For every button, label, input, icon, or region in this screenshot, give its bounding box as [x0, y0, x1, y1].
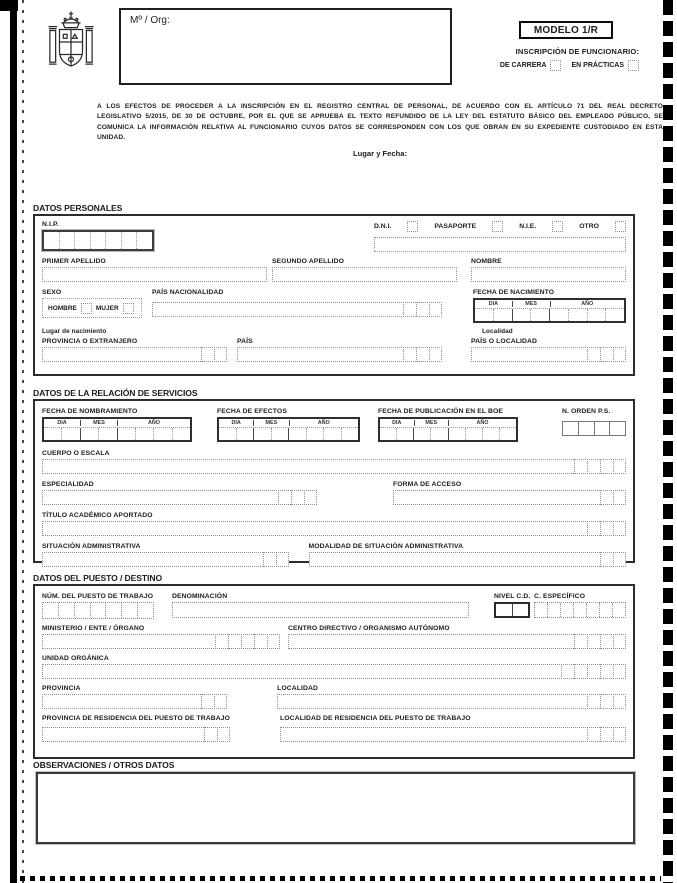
scan-edge-bottom [10, 876, 661, 881]
code-cell[interactable] [613, 634, 626, 649]
primer-apellido-input[interactable] [42, 267, 267, 282]
code-cell[interactable] [228, 634, 241, 649]
nip-grid[interactable] [42, 230, 154, 251]
code-cell[interactable] [241, 634, 254, 649]
digit-cell[interactable] [60, 232, 76, 249]
code-cell[interactable] [587, 694, 600, 709]
code-cell[interactable] [304, 490, 317, 505]
code-cell[interactable] [587, 347, 600, 362]
date-cells[interactable] [475, 309, 624, 321]
fecha-nombramiento-field [42, 408, 192, 442]
code-cell[interactable] [561, 664, 574, 679]
digit-cell[interactable] [307, 428, 325, 440]
code-cell[interactable] [403, 347, 416, 362]
datos-personales-section [33, 214, 635, 376]
ministry-org-label: Mº / Org: [130, 15, 170, 26]
digit-cell[interactable] [579, 422, 595, 435]
code-cell[interactable] [217, 727, 230, 742]
provincia-input[interactable] [42, 694, 227, 709]
scan-dots-left [22, 0, 24, 883]
forma-acceso-field [393, 481, 626, 505]
pais-localidad-field [471, 338, 626, 362]
section-title-datos-personales: DATOS PERSONALES [33, 203, 123, 213]
code-cell[interactable] [600, 552, 613, 567]
date-cells[interactable] [44, 428, 190, 440]
num-puesto-label: NÚM. DEL PUESTO DE TRABAJO [42, 593, 154, 600]
provincia-label: PROVINCIA [42, 685, 81, 692]
date-header-row [44, 419, 190, 428]
code-cell[interactable] [587, 664, 600, 679]
code-cell[interactable] [600, 727, 613, 742]
dia-header: DIA [475, 301, 513, 307]
code-cell[interactable] [587, 727, 600, 742]
code-cell[interactable] [613, 727, 626, 742]
date-header-row [380, 419, 516, 428]
segundo-apellido-input[interactable] [272, 267, 457, 282]
digit-cell[interactable] [324, 428, 342, 440]
digit-cell[interactable] [136, 428, 154, 440]
digit-cell[interactable] [342, 428, 359, 440]
fecha-nacimiento-grid[interactable] [473, 298, 626, 323]
digit-cell[interactable] [289, 428, 307, 440]
pais-input[interactable] [237, 347, 442, 362]
denominacion-input[interactable] [172, 602, 469, 618]
section-title-puesto-destino: DATOS DEL PUESTO / DESTINO [33, 573, 163, 583]
code-cell[interactable] [600, 664, 613, 679]
code-cell[interactable] [214, 694, 227, 709]
modalidad-situacion-field [309, 543, 627, 567]
centro-directivo-label: CENTRO DIRECTIVO / ORGANISMO AUTÓNOMO [288, 625, 450, 632]
code-cell[interactable] [600, 694, 613, 709]
nivel-cd-grid[interactable] [494, 602, 530, 618]
digit-cell[interactable] [449, 428, 466, 440]
fecha-efectos-label: FECHA DE EFECTOS [217, 408, 287, 415]
n-orden-grid[interactable] [562, 421, 626, 436]
place-date-label: Lugar y Fecha: [352, 149, 407, 158]
otro-label: OTRO [579, 223, 599, 230]
digit-cell[interactable] [173, 428, 190, 440]
digit-cell[interactable] [75, 232, 91, 249]
otro-checkbox[interactable] [615, 221, 626, 232]
date-cells[interactable] [380, 428, 516, 440]
digit-cell[interactable] [569, 309, 588, 321]
digit-cell[interactable] [587, 603, 600, 617]
digit-cell[interactable] [414, 428, 431, 440]
primer-apellido-field [42, 258, 267, 282]
provincia-extranjero-field [42, 338, 227, 362]
form-header [33, 8, 639, 85]
dia-header: DIA [219, 420, 254, 426]
denominacion-label: DENOMINACIÓN [172, 593, 228, 600]
code-cell[interactable] [278, 490, 291, 505]
digit-cell[interactable] [137, 232, 152, 249]
localidad-input[interactable] [277, 694, 626, 709]
ministry-org-box[interactable] [119, 8, 452, 85]
fecha-nombramiento-label: FECHA DE NOMBRAMIENTO [42, 408, 138, 415]
digit-cell[interactable] [59, 603, 75, 618]
digit-cell[interactable] [494, 309, 513, 321]
code-cell[interactable] [600, 459, 613, 474]
ano-header: AÑO [317, 420, 330, 426]
situacion-administrativa-field [42, 543, 289, 567]
dni-label: D.N.I. [374, 223, 392, 230]
n-orden-field [562, 408, 626, 436]
digit-cell[interactable] [563, 422, 579, 435]
especialidad-field [42, 481, 317, 505]
code-cell[interactable] [613, 459, 626, 474]
pasaporte-checkbox[interactable] [492, 221, 503, 232]
fecha-efectos-grid[interactable] [217, 417, 360, 442]
code-cell[interactable] [587, 634, 600, 649]
digit-cell[interactable] [483, 428, 500, 440]
digit-cell[interactable] [513, 604, 529, 616]
c-especifico-grid[interactable] [534, 602, 626, 618]
digit-cell[interactable] [154, 428, 172, 440]
hombre-checkbox[interactable] [81, 303, 92, 314]
pais-localidad-input[interactable] [471, 347, 626, 362]
mes-header: MES [415, 420, 450, 426]
digit-cell[interactable] [531, 309, 550, 321]
provincia-extranjero-input[interactable] [42, 347, 227, 362]
model-badge: MODELO 1/R [519, 21, 613, 39]
mes-header: MES [81, 420, 118, 426]
digit-cell[interactable] [595, 422, 611, 435]
digit-cell[interactable] [75, 603, 91, 618]
doc-number-input[interactable] [374, 237, 626, 252]
titulo-academico-field [42, 512, 626, 536]
centro-directivo-input[interactable] [288, 634, 626, 649]
code-cell[interactable] [574, 664, 587, 679]
provincia-residencia-label: PROVINCIA DE RESIDENCIA DEL PUESTO DE TRABAJO [42, 715, 231, 722]
centro-directivo-field [288, 625, 626, 649]
code-cell[interactable] [613, 490, 626, 505]
code-cell[interactable] [613, 552, 626, 567]
sexo-label: SEXO [42, 289, 62, 296]
observaciones-box[interactable] [36, 772, 635, 844]
pais-nacionalidad-field [152, 289, 442, 317]
n-orden-label: N. ORDEN P.S. [562, 408, 611, 415]
ministerio-field [42, 625, 280, 649]
code-cell[interactable] [416, 302, 429, 317]
code-cell[interactable] [600, 634, 613, 649]
digit-cell[interactable] [44, 232, 60, 249]
mujer-label: MUJER [95, 304, 119, 312]
provincia-extranjero-label: PROVINCIA O EXTRANJERO [42, 338, 138, 345]
nombre-input[interactable] [471, 267, 626, 282]
cuerpo-escala-field [42, 450, 626, 474]
provincia-field [42, 685, 227, 709]
relacion-servicios-section [33, 399, 635, 563]
nombre-label: NOMBRE [471, 258, 502, 265]
localidad-residencia-field [280, 715, 626, 742]
scan-artifact-top-left [0, 0, 18, 11]
ano-header: AÑO [476, 420, 489, 426]
digit-cell[interactable] [397, 428, 414, 440]
digit-cell[interactable] [466, 428, 483, 440]
num-puesto-grid[interactable] [42, 602, 154, 619]
digit-cell[interactable] [561, 603, 574, 617]
code-cell[interactable] [587, 459, 600, 474]
date-cells[interactable] [219, 428, 358, 440]
digit-cell[interactable] [548, 603, 561, 617]
provincia-residencia-input[interactable] [42, 727, 230, 742]
c-especifico-field [534, 593, 626, 618]
fecha-nacimiento-field [473, 289, 626, 323]
digit-cell[interactable] [138, 603, 153, 618]
ministerio-input[interactable] [42, 634, 280, 649]
code-cell[interactable] [429, 347, 442, 362]
code-cell[interactable] [215, 634, 228, 649]
de-carrera-label: DE CARRERA [499, 62, 547, 69]
digit-cell[interactable] [513, 309, 532, 321]
ano-header: AÑO [581, 301, 594, 307]
digit-cell[interactable] [43, 603, 59, 618]
code-cell[interactable] [263, 552, 276, 567]
digit-cell[interactable] [606, 309, 624, 321]
situacion-administrativa-input[interactable] [42, 552, 289, 567]
localidad-residencia-label: LOCALIDAD DE RESIDENCIA DEL PUESTO DE TRABAJO [280, 715, 471, 722]
fecha-efectos-field [217, 408, 360, 442]
digit-cell[interactable] [122, 232, 138, 249]
localidad-label: LOCALIDAD [277, 685, 319, 692]
forma-acceso-label: FORMA DE ACCESO [393, 481, 462, 488]
dia-header: DIA [380, 420, 415, 426]
date-header-row [475, 300, 624, 309]
code-cell[interactable] [600, 521, 613, 536]
digit-cell[interactable] [219, 428, 237, 440]
mujer-checkbox[interactable] [123, 303, 134, 314]
digit-cell[interactable] [574, 603, 587, 617]
code-cell[interactable] [291, 490, 304, 505]
sexo-field [42, 289, 142, 318]
en-practicas-checkbox[interactable] [628, 60, 639, 71]
pais-nacionalidad-label: PAÍS NACIONALIDAD [152, 289, 224, 296]
code-cell[interactable] [429, 302, 442, 317]
digit-cell[interactable] [44, 428, 62, 440]
code-cell[interactable] [201, 347, 214, 362]
inscription-type-row [500, 60, 639, 71]
localidad-residencia-input[interactable] [280, 727, 626, 742]
fecha-publicacion-field [378, 408, 518, 442]
situacion-administrativa-label: SITUACIÓN ADMINISTRATIVA [42, 543, 141, 550]
denominacion-field [172, 593, 469, 618]
especialidad-input[interactable] [42, 490, 317, 505]
digit-cell[interactable] [91, 603, 107, 618]
digit-cell[interactable] [81, 428, 99, 440]
digit-cell[interactable] [588, 309, 607, 321]
lugar-nacimiento-label: Lugar de nacimiento [42, 328, 107, 335]
code-cell[interactable] [254, 634, 267, 649]
code-cell[interactable] [204, 727, 217, 742]
digit-cell[interactable] [99, 428, 117, 440]
digit-cell[interactable] [106, 232, 122, 249]
digit-cell[interactable] [535, 603, 548, 617]
code-cell[interactable] [613, 694, 626, 709]
pais-localidad-label: PAÍS O LOCALIDAD [471, 338, 538, 345]
code-cell[interactable] [267, 634, 280, 649]
segundo-apellido-field [272, 258, 457, 282]
ano-header: AÑO [148, 420, 160, 426]
cuerpo-escala-label: CUERPO O ESCALA [42, 450, 110, 457]
fecha-nacimiento-label: FECHA DE NACIMIENTO [473, 289, 555, 296]
pais-field [237, 338, 442, 362]
fecha-nombramiento-grid[interactable] [42, 417, 192, 442]
nie-label: N.I.E. [519, 223, 537, 230]
cuerpo-escala-input[interactable] [42, 459, 626, 474]
code-cell[interactable] [587, 521, 600, 536]
code-cell[interactable] [613, 347, 626, 362]
digit-cell[interactable] [613, 603, 625, 617]
scan-edge-left [10, 11, 17, 883]
intro-paragraph: A LOS EFECTOS DE PROCEDER A LA INSCRIPCIÓN EN EL REGISTRO CENTRAL DE PERSONAL, DE ACUERDO CON EL ARTÍCULO 71 DEL REAL DECRETO LEGISLATIVO 5/2015, DE 30 DE OCTUBRE, POR EL QUE SE APRUEBA EL TEXTO REFUNDIDO DE LA LEY DEL ESTATUTO BÁSICO DEL EMPLEADO PÚBLICO, SE COMUNICA LA INFORMACIÓN RELATIVA AL FUNCIONARIO CUYOS DATOS SE CORRESPONDEN CON LOS QUE OBRAN EN SU EXPEDIENTE CUSTODIADO EN ESTA UNIDAD. [97, 103, 663, 142]
digit-cell[interactable] [600, 603, 613, 617]
code-cell[interactable] [416, 347, 429, 362]
digit-cell[interactable] [62, 428, 80, 440]
pais-label: PAÍS [237, 338, 253, 345]
code-cell[interactable] [403, 302, 416, 317]
digit-cell[interactable] [118, 428, 136, 440]
digit-cell[interactable] [106, 603, 122, 618]
doc-type-row [374, 221, 626, 232]
digit-cell[interactable] [431, 428, 448, 440]
pasaporte-label: PASAPORTE [434, 223, 477, 230]
hombre-label: HOMBRE [48, 304, 77, 312]
fecha-publicacion-grid[interactable] [378, 417, 518, 442]
localidad-hint-label: Localidad [482, 328, 513, 335]
localidad-field [277, 685, 626, 709]
digit-cell[interactable] [550, 309, 569, 321]
nivel-cd-field [494, 593, 534, 618]
digit-cell[interactable] [475, 309, 494, 321]
provincia-residencia-field [42, 715, 230, 742]
dia-header: DIA [44, 420, 81, 426]
code-cell[interactable] [600, 490, 613, 505]
mes-header: MES [254, 420, 289, 426]
inscription-title: INSCRIPCIÓN DE FUNCIONARIO: [515, 47, 639, 56]
sexo-box [42, 298, 142, 318]
code-cell[interactable] [276, 552, 289, 567]
primer-apellido-label: PRIMER APELLIDO [42, 258, 106, 265]
mes-header: MES [513, 301, 551, 307]
de-carrera-checkbox[interactable] [550, 60, 561, 71]
nip-label: N.I.P. [42, 221, 59, 228]
titulo-academico-label: TÍTULO ACADÉMICO APORTADO [42, 512, 153, 519]
digit-cell[interactable] [272, 428, 290, 440]
code-cell[interactable] [214, 347, 227, 362]
nivel-cd-label: NIVEL C.D. [494, 593, 531, 600]
header-right [475, 8, 639, 85]
section-title-relacion-servicios: DATOS DE LA RELACIÓN DE SERVICIOS [33, 388, 198, 398]
digit-cell[interactable] [91, 232, 107, 249]
digit-cell[interactable] [500, 428, 516, 440]
ministerio-label: MINISTERIO / ENTE / ÓRGANO [42, 625, 145, 632]
modalidad-situacion-input[interactable] [309, 552, 627, 567]
code-cell[interactable] [574, 459, 587, 474]
en-practicas-label: EN PRÁCTICAS [571, 62, 624, 69]
forma-acceso-input[interactable] [393, 490, 626, 505]
nombre-field [471, 258, 626, 282]
doc-id-field [374, 221, 626, 252]
nie-checkbox[interactable] [552, 221, 563, 232]
unidad-organica-field [42, 655, 626, 679]
c-especifico-label: C. ESPECÍFICO [534, 593, 586, 600]
unidad-organica-label: UNIDAD ORGÁNICA [42, 655, 109, 662]
modalidad-situacion-label: MODALIDAD DE SITUACIÓN ADMINISTRATIVA [308, 543, 464, 550]
section-title-observaciones: OBSERVACIONES / OTROS DATOS [33, 760, 175, 770]
date-header-row [219, 419, 358, 428]
unidad-organica-input[interactable] [42, 664, 626, 679]
code-cell[interactable] [574, 634, 587, 649]
num-puesto-field [42, 593, 157, 619]
code-cell[interactable] [613, 521, 626, 536]
nip-field [42, 221, 172, 251]
digit-cell[interactable] [496, 604, 513, 616]
code-cell[interactable] [613, 664, 626, 679]
digit-cell[interactable] [254, 428, 272, 440]
digit-cell[interactable] [610, 422, 625, 435]
code-cell[interactable] [600, 347, 613, 362]
pais-nacionalidad-input[interactable] [152, 302, 442, 317]
digit-cell[interactable] [380, 428, 397, 440]
digit-cell[interactable] [237, 428, 255, 440]
titulo-academico-input[interactable] [42, 521, 626, 536]
puesto-destino-section [33, 584, 635, 759]
digit-cell[interactable] [122, 603, 138, 618]
fecha-publicacion-label: FECHA DE PUBLICACIÓN EN EL BOE [378, 408, 503, 415]
scan-edge-right [663, 0, 673, 883]
segundo-apellido-label: SEGUNDO APELLIDO [272, 258, 344, 265]
dni-checkbox[interactable] [407, 221, 418, 232]
especialidad-label: ESPECIALIDAD [42, 481, 94, 488]
code-cell[interactable] [201, 694, 214, 709]
spain-coat-of-arms-icon [47, 10, 95, 85]
